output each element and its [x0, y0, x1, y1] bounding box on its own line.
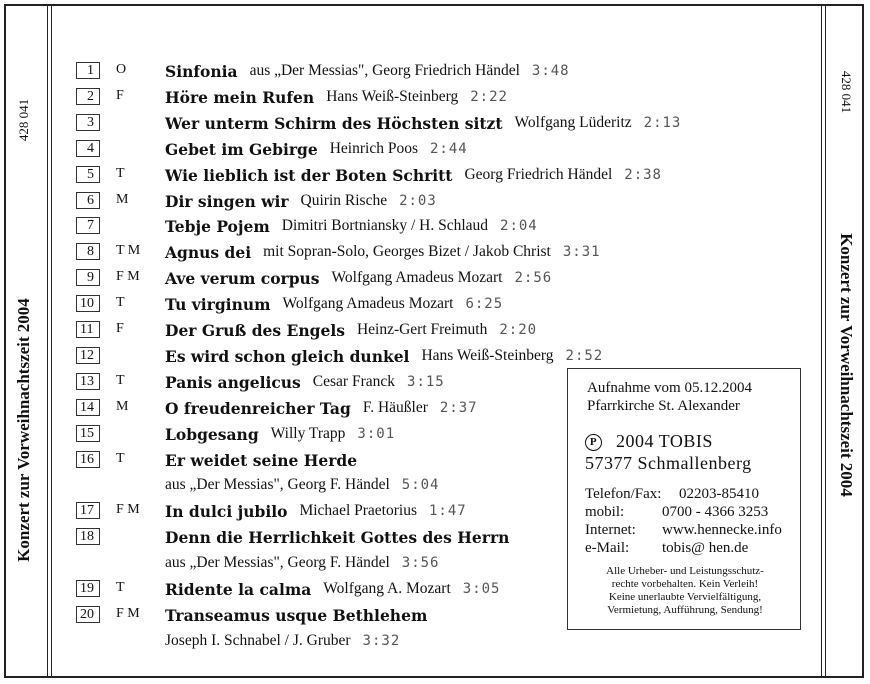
track-duration: 3:01 [357, 426, 396, 442]
spine-divider [47, 4, 48, 678]
track-main-line [165, 345, 603, 367]
track-main-line [165, 138, 468, 160]
track-main-line [165, 526, 521, 548]
track-number: 8 [76, 243, 100, 260]
track-row [76, 190, 796, 212]
track-title: Dir singen wir [165, 191, 289, 211]
internet-label: Internet: [585, 522, 636, 538]
track-title: Sinfonia [165, 61, 238, 81]
track-number: 9 [76, 269, 100, 286]
track-number: 20 [76, 606, 100, 623]
spine-divider [51, 4, 52, 678]
track-number: 17 [76, 502, 100, 519]
track-voice: T [116, 451, 125, 466]
track-composer: Cesar Franck [312, 373, 396, 390]
track-title: Wie lieblich ist der Boten Schritt [165, 165, 453, 185]
mobile-value: 0700 - 4366 3253 [662, 504, 769, 520]
track-composer: Willy Trapp [270, 425, 346, 442]
track-title: Tu virginum [165, 294, 271, 314]
track-main-line [165, 60, 570, 82]
city-line: 57377 Schmallenberg [585, 453, 752, 473]
track-duration: 3:56 [401, 555, 440, 571]
track-number: 19 [76, 580, 100, 597]
track-voice: T [116, 295, 125, 310]
phonogram-copyright-icon: P [585, 434, 602, 451]
track-composer: Hans Weiß-Steinberg [421, 347, 554, 364]
track-number: 3 [76, 114, 100, 131]
track-number: 15 [76, 425, 100, 442]
track-composer: Hans Weiß-Steinberg [326, 88, 459, 105]
track-duration: 6:25 [465, 296, 504, 312]
track-voice: F M [116, 502, 140, 517]
phone-value: 02203-85410 [679, 486, 759, 502]
track-composer: aus „Der Messias", Georg F. Händel [165, 554, 390, 571]
track-composer: Michael Praetorius [299, 502, 417, 519]
track-duration: 3:48 [531, 63, 570, 79]
track-title: Ridente la calma [165, 579, 312, 599]
track-row [76, 112, 796, 134]
track-number: 2 [76, 88, 100, 105]
track-row [76, 293, 796, 315]
track-main-line [165, 397, 478, 419]
copyright-line: 2004 TOBIS [616, 431, 713, 451]
track-number: 14 [76, 399, 100, 416]
track-voice: T [116, 580, 125, 595]
track-title: Es wird schon gleich dunkel [165, 346, 410, 366]
track-composer: Wolfgang A. Mozart [323, 580, 451, 597]
track-composer: Wolfgang Amadeus Mozart [331, 269, 503, 286]
track-main-line [165, 371, 445, 393]
track-duration: 2:37 [439, 400, 478, 416]
track-duration: 2:04 [500, 218, 538, 234]
contact-info [585, 485, 782, 557]
track-title: Wer unterm Schirm des Höchsten sitzt [165, 113, 503, 133]
track-voice: F M [116, 269, 140, 284]
track-title: Lobgesang [165, 424, 259, 444]
track-title: O freudenreicher Tag [165, 398, 351, 418]
track-main-line [165, 215, 538, 237]
phone-label: Telefon/Fax: [585, 486, 662, 502]
left-spine-title: Konzert zur Vorweihnachtszeit 2004 [14, 298, 33, 562]
track-title: Gebet im Gebirge [165, 139, 318, 159]
spine-divider [821, 4, 822, 678]
track-main-line [165, 164, 662, 186]
track-number: 12 [76, 347, 100, 364]
right-spine-title: Konzert zur Vorweihnachtszeit 2004 [837, 233, 856, 497]
track-voice: M [116, 399, 129, 414]
track-row [76, 267, 796, 289]
track-row [76, 60, 796, 82]
track-duration: 2:44 [430, 141, 468, 157]
track-sub-line [165, 474, 439, 496]
track-title: Er weidet seine Herde [165, 450, 358, 470]
track-row [76, 319, 796, 341]
track-composer: Quirin Rische [300, 192, 388, 209]
track-composer: aus „Der Messias", Georg Friedrich Händel [249, 62, 520, 79]
track-duration: 2:03 [399, 193, 437, 209]
track-main-line [165, 267, 552, 289]
track-composer: Georg Friedrich Händel [464, 166, 613, 183]
track-title: Höre mein Rufen [165, 87, 315, 107]
track-title: Panis angelicus [165, 372, 301, 392]
track-voice: T [116, 373, 125, 388]
track-main-line [165, 449, 369, 471]
track-voice: F [116, 321, 124, 336]
track-title: Denn die Herrlichkeit Gottes des Herrn [165, 527, 510, 547]
email-value: tobis@ hen.de [662, 540, 749, 556]
track-number: 10 [76, 295, 100, 312]
track-main-line [165, 112, 681, 134]
track-row [76, 164, 796, 186]
track-duration: 3:05 [462, 581, 501, 597]
track-number: 11 [76, 321, 100, 338]
track-composer: Wolfgang Lüderitz [514, 114, 632, 131]
track-duration: 1:47 [428, 503, 467, 519]
track-main-line [165, 423, 395, 445]
track-voice: M [116, 192, 129, 207]
track-duration: 5:04 [401, 477, 440, 493]
track-duration: 3:31 [562, 244, 601, 260]
left-spine-number: 428 041 [16, 98, 31, 142]
copyright-info [585, 430, 752, 474]
spine-divider [825, 4, 826, 678]
track-title: Transeamus usque Bethlehem [165, 605, 428, 625]
track-voice: F M [116, 606, 140, 621]
right-spine-number: 428 041 [839, 70, 854, 114]
mobile-label: mobil: [585, 504, 625, 520]
rights-notice: Alle Urheber- und Leistungsschutz- rechte vorbehalten. Kein Verleih! Keine unerlaubte Vervielfältigung, Vermietung, Aufführung, Sendung! [606, 565, 764, 616]
track-main-line [165, 241, 601, 263]
track-title: In dulci jubilo [165, 501, 288, 521]
track-composer: mit Sopran-Solo, Georges Bizet / Jakob Christ [263, 243, 551, 260]
track-title: Tebje Pojem [165, 216, 270, 236]
track-number: 16 [76, 451, 100, 468]
track-composer: aus „Der Messias", Georg F. Händel [165, 476, 390, 493]
recording-date: Aufnahme vom 05.12.2004 [587, 380, 752, 396]
email-label: e-Mail: [585, 540, 630, 556]
track-main-line [165, 500, 467, 522]
track-main-line [165, 604, 439, 626]
track-row [76, 215, 796, 237]
track-duration: 3:32 [362, 633, 401, 649]
track-composer: Joseph I. Schnabel / J. Gruber [165, 632, 351, 649]
track-duration: 2:56 [514, 270, 553, 286]
track-composer: Heinz-Gert Freimuth [356, 321, 488, 338]
track-voice: F [116, 88, 124, 103]
track-duration: 2:52 [565, 348, 604, 364]
track-main-line [165, 578, 500, 600]
track-number: 18 [76, 528, 100, 545]
track-row [76, 86, 796, 108]
track-number: 5 [76, 166, 100, 183]
internet-value: www.hennecke.info [662, 522, 782, 538]
recording-location: Pfarrkirche St. Alexander [587, 398, 740, 414]
track-duration: 2:22 [470, 89, 508, 105]
track-title: Der Gruß des Engels [165, 320, 345, 340]
track-sub-line [165, 552, 439, 574]
track-composer: Dimitri Bortniansky / H. Schlaud [281, 217, 489, 234]
track-duration: 3:15 [407, 374, 445, 390]
track-number: 7 [76, 217, 100, 234]
track-duration: 2:13 [643, 115, 682, 131]
track-duration: 2:20 [499, 322, 538, 338]
track-voice: T [116, 166, 125, 181]
track-main-line [165, 86, 508, 108]
track-number: 1 [76, 62, 100, 79]
track-composer: Heinrich Poos [329, 140, 418, 157]
track-voice: O [116, 62, 127, 77]
track-row [76, 241, 796, 263]
track-main-line [165, 190, 437, 212]
track-composer: Wolfgang Amadeus Mozart [282, 295, 454, 312]
track-voice: T M [116, 243, 141, 258]
track-number: 13 [76, 373, 100, 390]
track-sub-line [165, 630, 400, 652]
track-row [76, 138, 796, 160]
track-title: Agnus dei [165, 242, 252, 262]
info-box [567, 368, 801, 630]
track-duration: 2:38 [624, 167, 662, 183]
track-main-line [165, 293, 503, 315]
track-main-line [165, 319, 537, 341]
track-number: 6 [76, 192, 100, 209]
track-number: 4 [76, 140, 100, 157]
track-composer: F. Häußler [362, 399, 428, 416]
track-row [76, 345, 796, 367]
recording-info [587, 379, 752, 415]
track-title: Ave verum corpus [165, 268, 320, 288]
